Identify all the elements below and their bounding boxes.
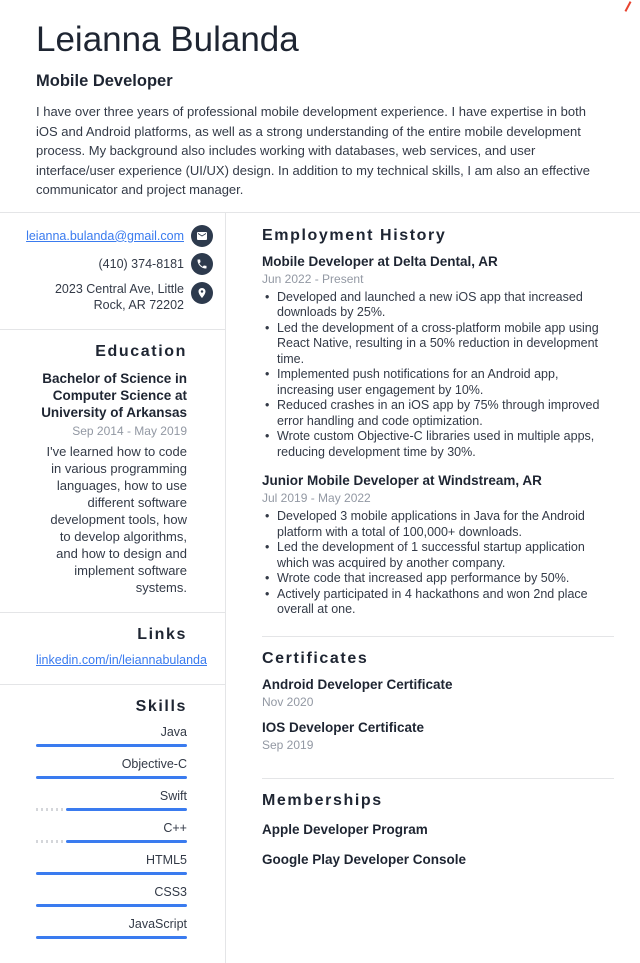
main-column <box>226 213 614 963</box>
skill-bar-fill <box>36 872 187 875</box>
membership-entry: Apple Developer Program <box>262 821 428 837</box>
skill-item <box>36 821 187 843</box>
skill-item <box>36 789 187 811</box>
candidate-title: Mobile Developer <box>36 72 173 91</box>
skill-bar <box>36 936 187 939</box>
job-bullet: • Developed 3 mobile applications in Java for the Android platform with a total of 100,000+ downloads. <box>262 509 614 540</box>
job-entry <box>262 253 614 461</box>
skill-bar <box>36 840 187 843</box>
skill-bar-remainder <box>36 808 66 811</box>
skill-bar-fill <box>36 776 187 779</box>
job-bullet: • Actively participated in 4 hackathons and won 2nd place overall at one. <box>262 587 614 618</box>
skill-label: JavaScript <box>128 916 187 931</box>
skill-label: Java <box>160 724 187 739</box>
job-bullet: • Reduced crashes in an iOS app by 75% through improved error handling and code optimization. <box>262 398 614 429</box>
employment-heading: Employment History <box>262 226 447 244</box>
job-dates: Jul 2019 - May 2022 <box>262 491 371 506</box>
profile-summary: I have over three years of professional mobile development experience. I have expertise in both iOS and Android platforms, as well as a strong understanding of the entire mobile development process. My background also includes working with databases, web services, and user interface/user experience (UI/UX) design. In addition to my technical skills, I am also an effective communicator and project manager. <box>36 104 590 198</box>
education-description: I've learned how to code in various programming languages, how to use different software development tools, how to develop algorithms, and how to design and implement software systems. <box>46 443 187 595</box>
memberships-section <box>262 778 614 868</box>
contact-phone-row <box>36 253 213 275</box>
skill-bar-fill <box>36 904 187 907</box>
skill-label: CSS3 <box>154 884 187 899</box>
phone-icon <box>191 253 213 275</box>
skill-bar-fill <box>36 936 187 939</box>
job-bullet: • Wrote code that increased app performance by 50%. <box>262 571 614 587</box>
links-heading: Links <box>137 625 187 643</box>
email-link[interactable]: leianna.bulanda@gmail.com <box>26 228 184 243</box>
job-bullet: • Led the development of a cross-platform mobile app using React Native, resulting in a 50% reduction in development time. <box>262 321 614 368</box>
certificate-entry <box>262 676 614 709</box>
job-bullets <box>262 509 614 618</box>
skill-item <box>36 757 187 779</box>
certificates-list <box>262 676 614 752</box>
links-list <box>36 652 207 667</box>
education-degree: Bachelor of Science in Computer Science at University of Arkansas <box>41 370 187 420</box>
skill-label: Swift <box>159 788 187 803</box>
location-pin-icon <box>191 282 213 304</box>
certificate-date: Nov 2020 <box>262 694 314 709</box>
certificate-name: Android Developer Certificate <box>262 676 453 692</box>
sidebar <box>0 213 226 963</box>
skill-bar <box>36 808 187 811</box>
job-bullets <box>262 290 614 461</box>
certificate-date: Sep 2019 <box>262 737 314 752</box>
contact-email-row <box>26 225 213 247</box>
phone-number: (410) 374-8181 <box>98 256 184 271</box>
education-section <box>0 329 225 612</box>
skill-item <box>36 853 187 875</box>
contact-address-row <box>36 281 213 313</box>
contact-section <box>0 213 225 329</box>
skill-bar <box>36 872 187 875</box>
memberships-list <box>262 821 614 868</box>
job-bullet: • Implemented push notifications for an Android app, increasing user engagement by 10%. <box>262 367 614 398</box>
skill-label: HTML5 <box>146 852 187 867</box>
certificates-section <box>262 636 614 778</box>
membership-entry: Google Play Developer Console <box>262 851 467 867</box>
job-title: Junior Mobile Developer at Windstream, AR <box>262 473 542 489</box>
envelope-icon <box>191 225 213 247</box>
skills-list <box>36 725 187 939</box>
skill-label: C++ <box>163 820 187 835</box>
skill-bar <box>36 776 187 779</box>
job-bullet: • Led the development of 1 successful startup application which was acquired by another company. <box>262 540 614 571</box>
skill-bar <box>36 904 187 907</box>
skill-bar-fill <box>66 840 187 843</box>
job-entry <box>262 472 614 618</box>
skill-item <box>36 885 187 907</box>
certificate-entry <box>262 719 614 752</box>
employment-section <box>262 227 614 636</box>
certificates-heading: Certificates <box>262 649 369 667</box>
education-heading: Education <box>95 342 187 360</box>
content-columns <box>0 213 640 963</box>
memberships-heading: Memberships <box>262 791 383 809</box>
skill-item <box>36 725 187 747</box>
job-bullet: • Developed and launched a new iOS app that increased downloads by 25%. <box>262 290 614 321</box>
skills-section <box>0 684 225 963</box>
skill-bar-fill <box>66 808 187 811</box>
skill-bar-remainder <box>36 840 66 843</box>
candidate-name: Leianna Bulanda <box>36 20 299 59</box>
skill-bar-fill <box>36 744 187 747</box>
sidebar-link[interactable]: linkedin.com/in/leiannabulanda <box>36 652 207 667</box>
address-text: 2023 Central Ave, Little Rock, AR 72202 <box>54 281 184 312</box>
job-title: Mobile Developer at Delta Dental, AR <box>262 253 498 269</box>
skills-heading: Skills <box>135 697 187 715</box>
resume-header <box>0 0 640 200</box>
job-bullet: • Wrote custom Objective-C libraries used in multiple apps, reducing development time by 30%. <box>262 429 614 460</box>
skill-item <box>36 917 187 939</box>
links-section <box>0 612 225 684</box>
job-dates: Jun 2022 - Present <box>262 271 364 286</box>
skill-label: Objective-C <box>121 756 187 771</box>
education-dates: Sep 2014 - May 2019 <box>72 423 187 438</box>
skill-bar <box>36 744 187 747</box>
certificate-name: IOS Developer Certificate <box>262 719 425 735</box>
jobs-list <box>262 253 614 618</box>
